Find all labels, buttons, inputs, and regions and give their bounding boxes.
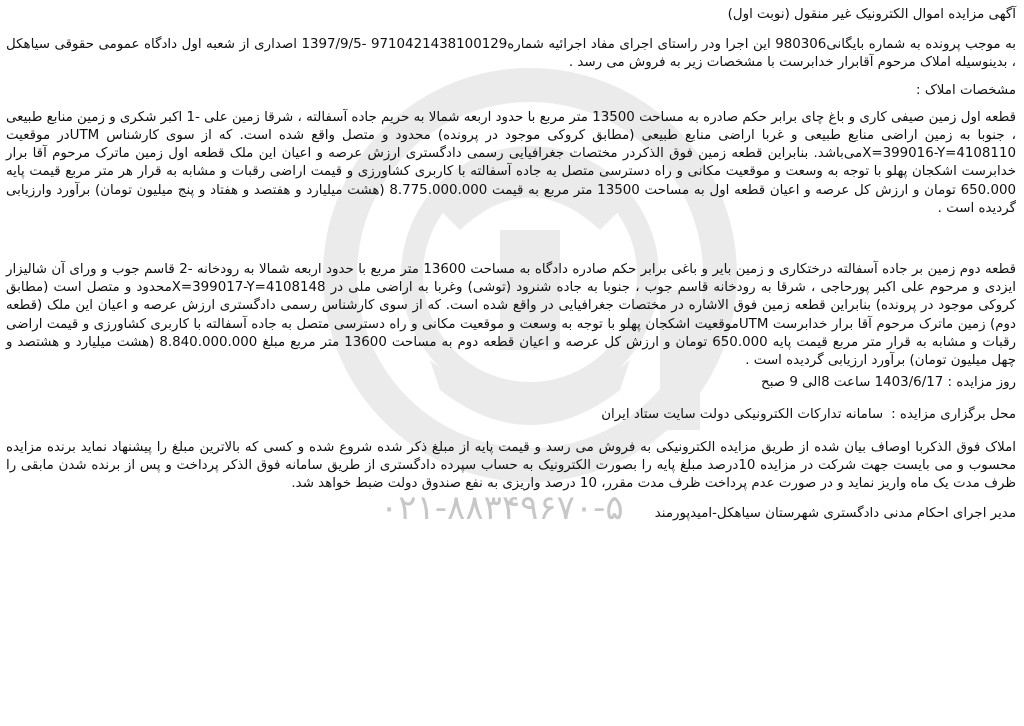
auction-place-label: محل برگزاری مزایده :	[891, 407, 1016, 423]
auction-place	[6, 406, 1016, 424]
property-item-1: قطعه اول زمین صیفی کاری و باغ چای برابر حکم صادره به مساحت 13500 متر مربع با حدود اربعه شمالا به حریم جاده آسفالته ، شرقا زمین علی -1 اکبر شکری و زمین منابع طبیعی ، جنوبا به زمین اراضی منابع طبیعی و غربا اراضی منابع طبیعی (مطابق کروکی موجود در پرونده) محدود و متصل واقع شده است. که از سوی کارشناس UTMدر موقعیت X=399016-Y=4108110می‌باشد. بنابراین قطعه زمین فوق الذکردر مختصات جغرافیایی رسمی دادگستری ارزش عرصه و اعیان این ملک قطعه اول زمین ماترک مرحوم آقا برار خدابرست اشکجان پهلو با توجه به وسعت و موقعیت مکانی و راه دسترسی متصل به جاده آسفالته با کاربری کشاورزی و قیمت اراضی رقبات و مشابه به قرار هر متر مربع قیمت پایه 650.000 تومان و ارزش کل عرصه و اعیان قطعه اول به مساحت 13500 متر مربع به قیمت 8.775.000.000 (هشت میلیارد و هفتصد و هفتاد و پنج میلیون تومان) برآورد وارزیابی گردیده است .	[6, 109, 1016, 216]
notice-title: آگهی مزایده اموال الکترونیک غیر منقول (نوبت اول)	[727, 7, 1016, 22]
auction-date: روز مزایده : 1403/6/17 ساعت 8الی 9 صبح	[761, 375, 1016, 391]
notice-intro: به موجب پرونده به شماره بایگانی980306 این اجرا ودر راستای اجرای مفاد اجرائیه شماره9710421438100129 -1397/9/5 اصداری از شعبه اول دادگاه عمومی حقوقی سیاهکل ، بدینوسیله املاک مرحوم آقابرار خدابرست با مشخصات زیر به فروش می رسد .	[6, 37, 1016, 71]
specs-heading: مشخصات املاک :	[916, 82, 1016, 98]
auction-place-value: سامانه تدارکات الکترونیکی دولت سایت ستاد ایران	[601, 407, 884, 423]
auction-notice	[6, 6, 1016, 720]
auction-terms: املاک فوق الذکربا اوصاف بیان شده از طریق مزایده الکترونیکی به فروش می رسد و قیمت پایه از مبلغ ذکر شده شروع شده و کسی که بالاترین مبلغ را پیشنهاد نماید برنده مزایده محسوب و می بایست جهت شرکت در مزایده 10درصد مبلغ پایه را بصورت الکترونیک به حساب سپرده دادگستری از طریق سامانه فوق الذکر پرداخت و پس از برنده شدن مابقی را ظرف مدت یک ماه واریز نماید و در صورت عدم پرداخت ظرف مدت مقرر، 10 درصد واریزی به نفع صندوق دولت ضبط خواهد شد.	[6, 439, 1016, 492]
signature-line: مدیر اجرای احکام مدنی دادگستری شهرستان سیاهکل-امیدپورمند	[654, 506, 1016, 522]
watermark-phone-number: ۰۲۱-۸۸۳۴۹۶۷۰-۵	[380, 488, 624, 528]
property-item-2: قطعه دوم زمین بر جاده آسفالته درختکاری و زمین بایر و باغی برابر حکم صادره دادگاه به مساحت 13600 متر مربع با حدود اربعه شمالا به رودخانه -2 قاسم جوب و ورای آن شالیزار ایزدی و مرحوم علی اکبر پورحاجی ، شرقا به رودخانه قاسم جوب ، جنوبا به جاده شنرود (توشی) وغربا به اراضی ملی در X=399017-Y=4108148محدود و متصل است (مطابق کروکی موجود در پرونده) بنابراین قطعه زمین فوق الاشاره در مختصات جغرافیایی در واقع شده است. که از سوی کارشناس رسمی دادگستری ارزش عرصه و اعیان این ملک (قطعه دوم) زمین ماترک مرحوم آقا برار خدابرست UTMموقعیت اشکجان پهلو با توجه به وسعت و موقعیت مکانی و راه دسترسی متصل به جاده آسفالته با کاربری کشاورزی و قیمت اراضی رقبات و مشابه به قرار متر مربع قیمت پایه 650.000 تومان و ارزش کل عرصه و اعیان قطعه دوم به مساحت 13600 متر مربع مبلغ 8.840.000.000 (هشت میلیارد و هشتصد و چهل میلیون تومان) برآورد ارزیابی گردیده است .	[6, 262, 1017, 369]
